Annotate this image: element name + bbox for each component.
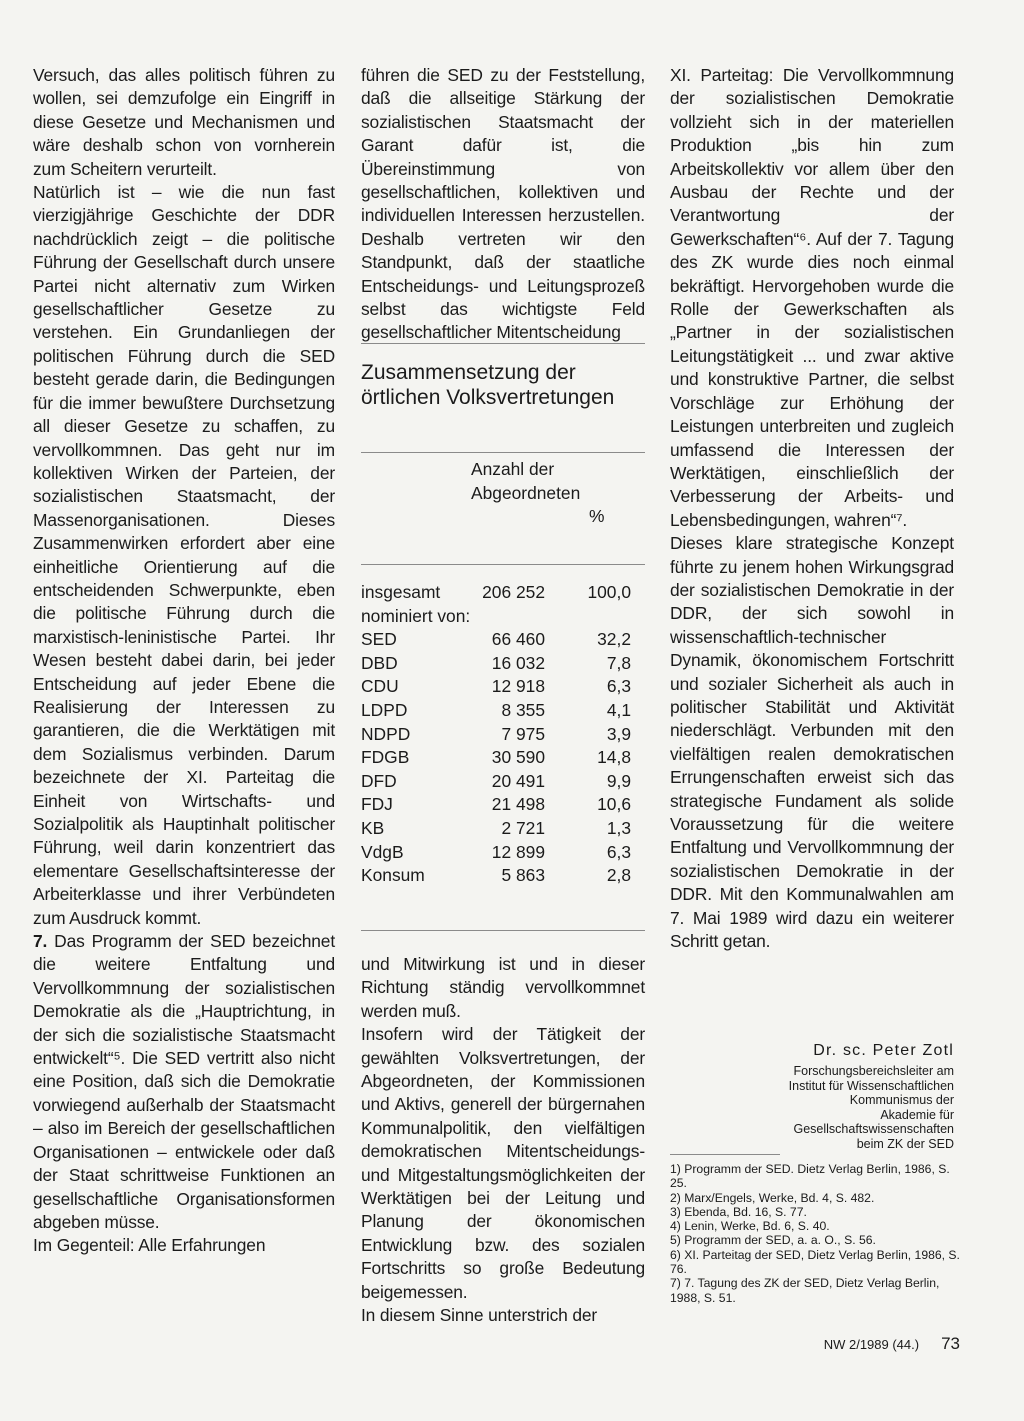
table-header: [361, 458, 645, 560]
row-percent: 6,3: [606, 676, 631, 697]
paragraph: In diesem Sinne unterstrich der: [361, 1305, 598, 1326]
row-count: 20 491: [491, 770, 545, 791]
table-row: [361, 699, 645, 723]
row-count: 21 498: [491, 794, 545, 815]
affiliation-line: Akademie für Gesellschaftswissenschaften: [793, 1107, 954, 1136]
issue-label: NW 2/1989 (44.): [823, 1337, 920, 1352]
paragraph: und Mitwirkung ist und in dieser Richtung ständig vervollkommnet werden muß.: [361, 954, 645, 1021]
table-row: [361, 746, 645, 770]
paragraph: Natürlich ist – wie die nun fast vierzigjährige Geschichte der DDR nachdrücklich zeigt – die politische Führung der Gesellschaft durch unsere Partei nicht alternativ zum Wirken gesellschaftlicher Gesetze zu verstehen. Ein Grundanliegen der politischen Führung durch die SED besteht gerade darin, die Bedingungen für die immer bewußtere Durchsetzung all dieser Gesetze zu schaffen, zu vervollkommnen. Das geht nur im kollektiven Wirken der Parteien, der sozialistischen Staatsmacht, der Massenorganisationen. Dieses Zusammenwirken erfordert aber eine einheitliche Orientierung auf die entscheidenden Schwerpunkte, eben die politische Führung durch die marxistisch-leninistische Partei. Ihr Wesen besteht dabei darin, bei jeder Entscheidung auf jeder Ebene die Realisierung der Interessen zu garantieren, die die Werktätigen mit dem Sozialismus verbinden. Darum bezeichnete der XI. Parteitag die Einheit von Wirtschafts- und Sozialpolitik als Hauptinhalt politischer Führung, weil darin konzentriert das elementare Gesellschaftsinteresse der Arbeiterklasse und ihrer Verbündeten zum Ausdruck kommt.: [33, 182, 335, 928]
paragraph: [33, 930, 335, 1234]
author-name: Dr. sc. Peter Zotl: [813, 1042, 954, 1059]
row-label: CDU: [361, 676, 399, 697]
row-label: DBD: [361, 652, 398, 673]
footnote: 5) Programm der SED, a. a. O., S. 56.: [670, 1233, 876, 1248]
page-number: 73: [941, 1334, 960, 1353]
article-column-1: [33, 64, 335, 1258]
table-header-rule: [361, 564, 645, 565]
box-top-rule: [361, 343, 645, 344]
row-count: 30 590: [491, 747, 545, 768]
row-label: SED: [361, 629, 397, 650]
paragraph: Dieses klare strategische Konzept führte zu jenem hohen Wirkungsgrad der sozialistischen Demokratie in der DDR, der sich sowohl in wissenschaftlich-technischer Dynamik, ökonomischem Fortschritt und sozialer Sicherheit als auch in politischer Stabilität und Aktivität niederschlägt. Verbunden mit den vielfältigen realen demokratischen Errungenschaften erweist sich das strategische Fundament als solide Voraussetzung für die weitere Entfaltung und Vervollkommnung der sozialistischen Demokratie in der DDR. Mit den Kommunalwahlen am 7. Mai 1989 wird dazu ein weiterer Schritt getan.: [670, 533, 954, 952]
header-percent: %: [589, 506, 605, 526]
row-count: 66 460: [491, 629, 545, 650]
article-column-2-top: [361, 64, 645, 345]
row-percent: 9,9: [606, 770, 631, 791]
row-label: Konsum: [361, 865, 425, 886]
affiliation-line: Kommunismus der: [849, 1093, 954, 1107]
table-row: [361, 652, 645, 676]
affiliation-line: Institut für Wissenschaftlichen: [788, 1078, 954, 1093]
row-percent: 7,8: [606, 652, 631, 673]
row-label: VdgB: [361, 841, 404, 862]
footnote: 1) Programm der SED. Dietz Verlag Berlin, 1986, S. 25.: [670, 1162, 950, 1191]
paragraph: Im Gegenteil: Alle Erfahrungen: [33, 1235, 266, 1256]
header-count: Anzahl der Abgeordneten: [471, 459, 581, 503]
row-label: insgesamt: [361, 582, 441, 602]
row-count: 12 918: [491, 676, 545, 697]
row-percent: 3,9: [606, 723, 631, 744]
author-affiliation: [720, 1064, 954, 1151]
article-column-3: [670, 64, 954, 953]
table-row-nominated-label: [361, 605, 645, 629]
row-percent: 2,8: [606, 865, 631, 886]
row-percent: 32,2: [597, 629, 631, 650]
paragraph: führen die SED zu der Feststellung, daß die allseitige Stärkung der sozialistischen Staatsmacht der Garant dafür ist, die Übereinstimmung von gesellschaftlichen, kollektiven und individuellen Interessen herzustellen. Deshalb vertreten wir den Standpunkt, daß der staatliche Entscheidungs- und Leitungsprozeß selbst das wichtigste Feld gesellschaftlicher Mitentscheidung: [361, 65, 645, 343]
row-count: 7 975: [501, 723, 545, 744]
footnote: 4) Lenin, Werke, Bd. 6, S. 40.: [670, 1219, 830, 1234]
table-row-total: [361, 581, 645, 605]
table-row: [361, 770, 645, 794]
table-row: [361, 817, 645, 841]
row-percent: 100,0: [587, 582, 631, 602]
footnote: 6) XI. Parteitag der SED, Dietz Verlag Berlin, 1986, S. 76.: [670, 1247, 960, 1277]
table-bottom-rule: [361, 930, 645, 931]
section-number: 7.: [33, 931, 48, 952]
affiliation-line: beim ZK der SED: [856, 1136, 954, 1151]
table-row: [361, 793, 645, 817]
footnote: 2) Marx/Engels, Werke, Bd. 4, S. 482.: [670, 1190, 875, 1205]
table-box-title: Zusammensetzung der örtlichen Volksvertretungen: [361, 361, 615, 409]
row-label: FDGB: [361, 747, 410, 768]
footnote: 7) 7. Tagung des ZK der SED, Dietz Verlag Berlin, 1988, S. 51.: [670, 1276, 940, 1305]
row-label: NDPD: [361, 723, 411, 744]
paragraph: Versuch, das alles politisch führen zu wollen, sei demzufolge ein Eingriff in diese Gesetze und Mechanismen und wäre deshalb schon von vornherein zum Scheitern verurteilt.: [33, 65, 335, 179]
footnotes-list: [670, 1162, 960, 1305]
row-percent: 6,3: [606, 841, 631, 862]
row-percent: 4,1: [606, 699, 631, 720]
row-percent: 1,3: [606, 817, 631, 838]
row-label: FDJ: [361, 794, 393, 815]
footnote: 3) Ebenda, Bd. 16, S. 77.: [670, 1204, 807, 1219]
affiliation-line: Forschungsbereichsleiter am: [793, 1064, 954, 1078]
paragraph-text: Das Programm der SED bezeichnet die weitere Entfaltung und Vervollkommnung der sozialistischen Demokratie als die „Hauptrichtung, in der sich die sozialistische Staatsmacht entwickelt“⁵. Die SED vertritt also nicht eine Position, daß sich die Demokratie vorwiegend außerhalb der Staatsmacht – also im Bereich der gesellschaftlichen Organisationen – entwickele oder daß der Staat schrittweise Funktionen an gesellschaftliche Organisationsformen abgeben müsse.: [33, 931, 335, 1232]
article-column-2-bottom: [361, 953, 645, 1328]
paragraph: XI. Parteitag: Die Vervollkommnung der sozialistischen Demokratie vollzieht sich in der materiellen Produktion „bis hin zum Arbeitskollektiv vor allem über den Ausbau der Rechte und der Verantwortung der Gewerkschaften“⁶. Auf der 7. Tagung des ZK wurde dies noch einmal bekräftigt. Hervorgehoben wurde die Rolle der Gewerkschaften als „Partner in der sozialistischen Leitungstätigkeit ... und zwar aktive und konstruktive Partner, die selbst Vorschläge zur Erhöhung der Leistungen unterbreiten und zugleich umfassend die Interessen der Werktätigen, einschließlich der Verbesserung der Arbeits- und Lebensbedingungen, wahren“⁷.: [670, 65, 954, 530]
row-percent: 10,6: [597, 794, 631, 815]
row-label: KB: [361, 817, 385, 838]
row-label: LDPD: [361, 699, 408, 720]
row-label: DFD: [361, 770, 397, 791]
row-percent: 14,8: [597, 747, 631, 768]
row-count: 16 032: [491, 652, 545, 673]
table-row: [361, 723, 645, 747]
author-block: [720, 1040, 954, 1151]
row-count: 12 899: [491, 841, 545, 862]
deputies-table: [361, 458, 645, 888]
nominated-label: nominiert von:: [361, 605, 471, 626]
row-count: 206 252: [482, 582, 545, 602]
table-row: [361, 841, 645, 865]
row-count: 8 355: [501, 699, 545, 720]
table-row: [361, 675, 645, 699]
table-row: [361, 864, 645, 888]
row-count: 5 863: [501, 865, 545, 886]
table-top-rule: [361, 452, 645, 453]
table-row: [361, 628, 645, 652]
paragraph: Insofern wird der Tätigkeit der gewählten Volksvertretungen, der Abgeordneten, der Kommissionen und Aktivs, generell der bürgernahen Kommunalpolitik, den vielfältigen demokratischen Mitentscheidungs- und Mitgestaltungsmöglichkeiten der Werktätigen bei der Leitung und Planung der ökonomischen Entwicklung bzw. des sozialen Fortschritts so große Bedeutung beigemessen.: [361, 1024, 645, 1302]
table-body: [361, 628, 645, 888]
page-footer: [760, 1334, 960, 1354]
footnote-rule: [670, 1154, 780, 1155]
row-count: 2 721: [501, 817, 545, 838]
